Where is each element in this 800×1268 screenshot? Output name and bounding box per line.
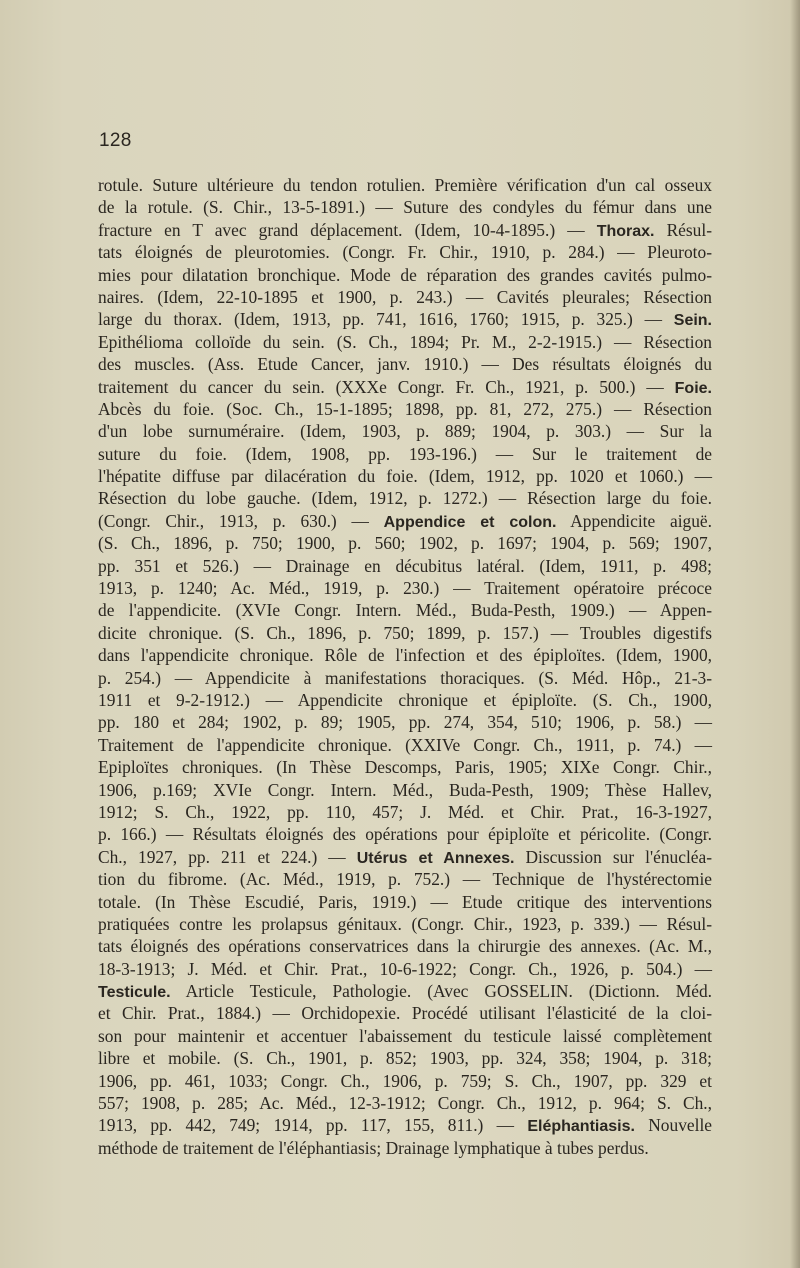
- text-run: traitement du cancer du sein. (XXXe Congr. Fr. Ch., 1921, p. 500.) —: [98, 376, 675, 397]
- section-heading: Foie.: [674, 379, 712, 397]
- text-line: [98, 980, 712, 1002]
- text-run: dicite chronique. (S. Ch., 1896, p. 750; 1899, p. 157.) — Troubles digestifs: [98, 622, 712, 643]
- page-number: 128: [99, 130, 132, 151]
- text-line: [98, 1092, 712, 1114]
- text-run: tion du fibrome. (Ac. Méd., 1919, p. 752.) — Technique de l'hystérectomie: [98, 869, 712, 890]
- text-line: [98, 779, 712, 801]
- text-line: [98, 264, 712, 286]
- text-run: pp. 180 et 284; 1902, p. 89; 1905, pp. 274, 354, 510; 1906, p. 58.) —: [98, 712, 712, 733]
- text-run: Traitement de l'appendicite chronique. (XXIVe Congr. Ch., 1911, p. 74.) —: [98, 734, 712, 755]
- text-line: [98, 465, 712, 487]
- text-line: [98, 443, 712, 465]
- text-run: Nouvelle: [634, 1115, 712, 1136]
- text-line: [98, 1070, 712, 1092]
- text-run: 1913, p. 1240; Ac. Méd., 1919, p. 230.) — Traitement opératoire précoce: [98, 578, 712, 599]
- text-run: p. 166.) — Résultats éloignés des opérations pour épiploïte et péricolite. (Congr.: [98, 824, 712, 845]
- text-run: méthode de traitement de l'éléphantiasis; Drainage lymphatique à tubes perdus.: [98, 1137, 649, 1158]
- text-line: [98, 644, 712, 666]
- text-line: [98, 219, 712, 241]
- text-run: p. 254.) — Appendicite à manifestations thoraciques. (S. Méd. Hôp., 21-3-: [98, 667, 712, 688]
- text-run: tats éloignés des opérations conservatrices dans la chirurgie des annexes. (Ac. M.,: [98, 936, 712, 957]
- text-run: pp. 351 et 526.) — Drainage en décubitus latéral. (Idem, 1911, p. 498;: [98, 555, 712, 576]
- text-run: (S. Ch., 1896, p. 750; 1900, p. 560; 1902, p. 1697; 1904, p. 569; 1907,: [98, 533, 712, 554]
- text-line: [98, 801, 712, 823]
- text-line: [98, 1047, 712, 1069]
- text-run: l'hépatite diffuse par dilacération du foie. (Idem, 1912, pp. 1020 et 1060.) —: [98, 466, 712, 487]
- text-run: pratiquées contre les prolapsus génitaux. (Congr. Chir., 1923, p. 339.) — Résul-: [98, 913, 712, 934]
- text-run: libre et mobile. (S. Ch., 1901, p. 852; 1903, pp. 324, 358; 1904, p. 318;: [98, 1048, 712, 1069]
- text-line: [98, 331, 712, 353]
- text-line: [98, 823, 712, 845]
- text-line: [98, 420, 712, 442]
- text-run: et Chir. Prat., 1884.) — Orchidopexie. Procédé utilisant l'élasticité de la cloi-: [98, 1003, 712, 1024]
- text-run: 557; 1908, p. 285; Ac. Méd., 12-3-1912; Congr. Ch., 1912, p. 964; S. Ch.,: [98, 1093, 712, 1114]
- text-line: [98, 286, 712, 308]
- text-line: [98, 577, 712, 599]
- text-line: [98, 913, 712, 935]
- text-run: Résul-: [654, 219, 712, 240]
- text-run: de la rotule. (S. Chir., 13-5-1891.) — Suture des condyles du fémur dans une: [98, 197, 712, 218]
- text-line: [98, 846, 712, 868]
- section-heading: Utérus et Annexes.: [356, 849, 515, 867]
- text-run: Appendicite aiguë.: [556, 510, 712, 531]
- text-run: (Congr. Chir., 1913, p. 630.) —: [98, 510, 384, 531]
- text-run: 1911 et 9-2-1912.) — Appendicite chronique et épiploïte. (S. Ch., 1900,: [98, 689, 712, 710]
- text-line: [98, 667, 712, 689]
- text-line: [98, 1137, 712, 1159]
- text-line: [98, 689, 712, 711]
- text-run: Ch., 1927, pp. 211 et 224.) —: [98, 846, 357, 867]
- section-heading: Appendice et colon.: [383, 513, 557, 531]
- section-heading: Sein.: [673, 312, 712, 330]
- text-line: [98, 353, 712, 375]
- text-line: [98, 891, 712, 913]
- page-edge-shadow: [790, 0, 800, 1268]
- text-run: Epiploïtes chroniques. (In Thèse Descomps, Paris, 1905; XIXe Congr. Chir.,: [98, 757, 712, 778]
- bibliography-text: [98, 174, 712, 1159]
- text-line: [98, 308, 712, 330]
- text-line: [98, 376, 712, 398]
- section-heading: Testicule.: [98, 984, 171, 1002]
- text-line: [98, 1002, 712, 1024]
- text-run: dans l'appendicite chronique. Rôle de l'infection et des épiploïtes. (Idem, 1900,: [98, 645, 712, 666]
- text-line: [98, 174, 712, 196]
- text-line: [98, 398, 712, 420]
- text-run: mies pour dilatation bronchique. Mode de réparation des grandes cavités pulmo-: [98, 264, 712, 285]
- text-run: large du thorax. (Idem, 1913, pp. 741, 1616, 1760; 1915, p. 325.) —: [98, 309, 674, 330]
- text-line: [98, 868, 712, 890]
- text-run: totale. (In Thèse Escudié, Paris, 1919.) — Etude critique des interventions: [98, 891, 712, 912]
- text-run: naires. (Idem, 22-10-1895 et 1900, p. 243.) — Cavités pleurales; Résection: [98, 286, 712, 307]
- text-run: d'un lobe surnuméraire. (Idem, 1903, p. 889; 1904, p. 303.) — Sur la: [98, 421, 712, 442]
- text-run: des muscles. (Ass. Etude Cancer, janv. 1910.) — Des résultats éloignés du: [98, 354, 712, 375]
- text-line: [98, 1114, 712, 1136]
- text-line: [98, 756, 712, 778]
- text-run: rotule. Suture ultérieure du tendon rotulien. Première vérification d'un cal osseux: [98, 175, 712, 195]
- text-run: Abcès du foie. (Soc. Ch., 15-1-1895; 1898, pp. 81, 272, 275.) — Résection: [98, 398, 712, 419]
- text-run: Article Testicule, Pathologie. (Avec GOSSELIN. (Dictionn. Méd.: [170, 981, 712, 1002]
- text-run: fracture en T avec grand déplacement. (Idem, 10-4-1895.) —: [98, 219, 597, 240]
- text-run: 18-3-1913; J. Méd. et Chir. Prat., 10-6-1922; Congr. Ch., 1926, p. 504.) —: [98, 958, 712, 979]
- section-heading: Thorax.: [596, 222, 655, 240]
- text-line: [98, 622, 712, 644]
- text-line: [98, 510, 712, 532]
- text-line: [98, 241, 712, 263]
- text-run: Résection du lobe gauche. (Idem, 1912, p. 1272.) — Résection large du foie.: [98, 488, 712, 509]
- text-run: 1906, pp. 461, 1033; Congr. Ch., 1906, p. 759; S. Ch., 1907, pp. 329 et: [98, 1070, 712, 1091]
- text-line: [98, 532, 712, 554]
- text-run: suture du foie. (Idem, 1908, pp. 193-196.) — Sur le traitement de: [98, 443, 712, 464]
- text-run: tats éloignés de pleurotomies. (Congr. Fr. Chir., 1910, p. 284.) — Pleuroto-: [98, 242, 712, 263]
- text-line: [98, 711, 712, 733]
- section-heading: Eléphantiasis.: [527, 1118, 635, 1136]
- text-line: [98, 935, 712, 957]
- text-line: [98, 196, 712, 218]
- text-run: 1906, p.169; XVIe Congr. Intern. Méd., Buda-Pesth, 1909; Thèse Hallev,: [98, 779, 712, 800]
- text-run: son pour maintenir et accentuer l'abaissement du testicule laissé complètement: [98, 1025, 712, 1046]
- text-run: de l'appendicite. (XVIe Congr. Intern. Méd., Buda-Pesth, 1909.) — Appen-: [98, 600, 712, 621]
- text-run: 1912; S. Ch., 1922, pp. 110, 457; J. Méd. et Chir. Prat., 16-3-1927,: [98, 801, 712, 822]
- text-run: 1913, pp. 442, 749; 1914, pp. 117, 155, 811.) —: [98, 1115, 528, 1136]
- text-line: [98, 487, 712, 509]
- text-line: [98, 1025, 712, 1047]
- text-line: [98, 734, 712, 756]
- text-run: Epithélioma colloïde du sein. (S. Ch., 1894; Pr. M., 2-2-1915.) — Résection: [98, 331, 712, 352]
- text-line: [98, 599, 712, 621]
- text-line: [98, 958, 712, 980]
- text-line: [98, 555, 712, 577]
- text-run: Discussion sur l'énucléa-: [514, 846, 713, 867]
